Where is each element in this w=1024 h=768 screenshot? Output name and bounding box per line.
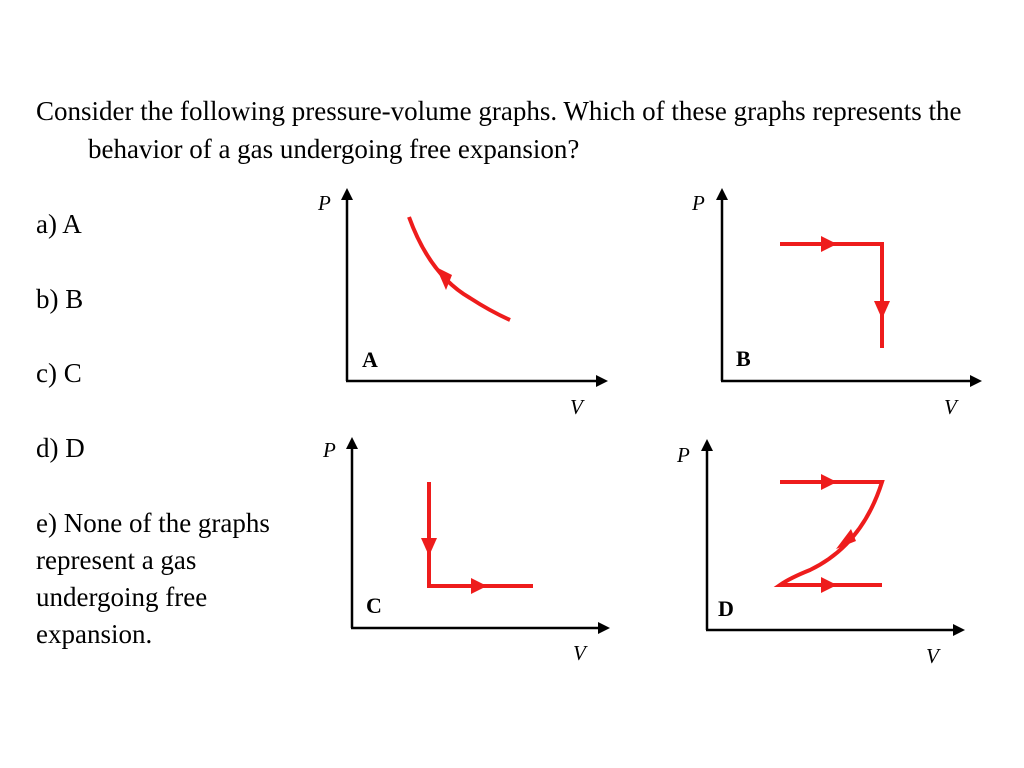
graph-c-v-label: V bbox=[573, 641, 586, 665]
graph-c-p-axis-arrow bbox=[346, 437, 358, 449]
graph-a-v-axis-arrow bbox=[596, 375, 608, 387]
graph-b-right-arrow bbox=[821, 236, 837, 252]
graph-c-v-axis-arrow bbox=[598, 622, 610, 634]
graph-c-label: C bbox=[366, 593, 382, 618]
choice-c[interactable]: c) C bbox=[36, 358, 82, 388]
graph-b-down-arrow bbox=[874, 301, 890, 319]
graph-c-process-path bbox=[429, 482, 533, 586]
graph-d bbox=[676, 439, 965, 668]
choice-a[interactable]: a) A bbox=[36, 209, 82, 239]
choice-d[interactable]: d) D bbox=[36, 433, 85, 463]
graph-b-process-path bbox=[780, 244, 882, 348]
graph-b-v-label: V bbox=[944, 395, 957, 419]
graph-d-v-axis-arrow bbox=[953, 624, 965, 636]
graph-b-p-axis-arrow bbox=[716, 188, 728, 200]
graph-a bbox=[317, 188, 608, 419]
graph-c bbox=[322, 437, 610, 665]
graph-c-down-arrow bbox=[421, 538, 437, 556]
graph-a-label: A bbox=[362, 347, 378, 372]
graph-a-p-axis-arrow bbox=[341, 188, 353, 200]
graph-a-v-label: V bbox=[570, 395, 583, 419]
graph-b-v-axis-arrow bbox=[970, 375, 982, 387]
graph-d-p-axis-arrow bbox=[701, 439, 713, 451]
graph-b-label: B bbox=[736, 346, 751, 371]
graph-d-label: D bbox=[718, 596, 734, 621]
graph-a-direction-arrow bbox=[436, 267, 452, 290]
graph-d-v-label: V bbox=[926, 644, 939, 668]
graph-d-process-path bbox=[780, 482, 882, 585]
graph-c-p-label: P bbox=[323, 438, 336, 462]
question-text: Consider the following pressure-volume graphs. Which of these graphs represents the behavior of a gas undergoing free expansion? bbox=[36, 96, 962, 164]
graph-b-p-label: P bbox=[692, 191, 705, 215]
graph-a-p-label: P bbox=[318, 191, 331, 215]
graph-d-p-label: P bbox=[677, 443, 690, 467]
choice-e[interactable]: e) None of the graphs represent a gas undergoing free expansion. bbox=[36, 508, 270, 649]
graph-c-right-arrow bbox=[471, 578, 487, 594]
graph-d-bottom-right-arrow bbox=[821, 577, 837, 593]
graph-b bbox=[691, 188, 982, 419]
graph-d-top-right-arrow bbox=[821, 474, 837, 490]
choice-b[interactable]: b) B bbox=[36, 284, 84, 314]
graph-a-process-curve bbox=[409, 217, 510, 320]
